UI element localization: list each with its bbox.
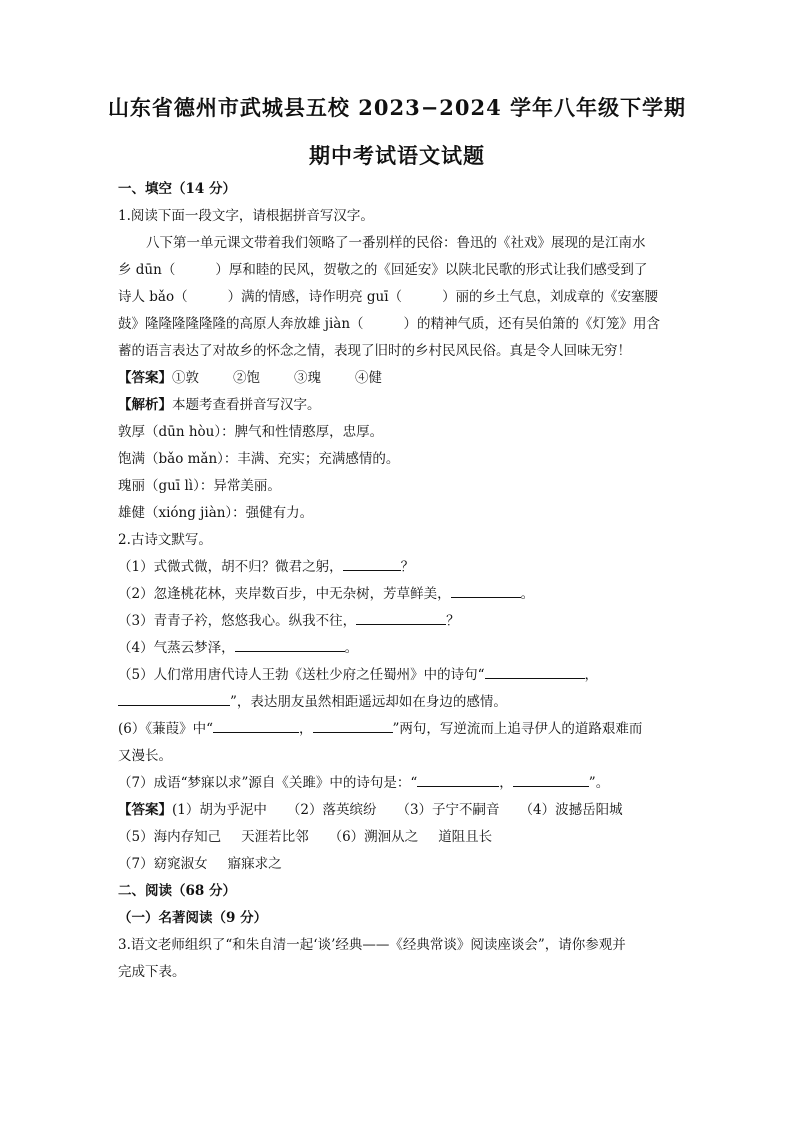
document-body — [118, 176, 678, 986]
subsection-heading: （一）名著阅读（9 分） — [118, 910, 268, 926]
q2-item-3: （3）青青子衿，悠悠我心。纵我不往， ？ — [118, 608, 678, 635]
q2-item-4: （4）气蒸云梦泽， 。 — [118, 635, 678, 662]
question-3-line: 3.语文老师组织了“和朱自清一起‘谈’经典——《经典常谈》阅读座谈会”，请你参观并 — [118, 937, 626, 953]
q2-item-5: （5）人们常用唐代诗人王勃《送杜少府之任蜀州》中的诗句“ ， — [118, 662, 678, 689]
section-heading-1: 一、填空（14 分） — [118, 181, 236, 197]
q1-passage-line: 鼓》隆隆隆隆隆隆的高原人奔放雄 jiàn（ ）的精神气质，还有吴伯箫的《灯笼》用含 — [118, 316, 661, 332]
q2-answer-line-1: 【答案】(1）胡为乎泥中 （2）落英缤纷 （3）子宁不嗣音 （4）波撼岳阳城 — [118, 802, 623, 818]
q1-analysis: 【解析】本题考查看拼音写汉字。 — [118, 397, 321, 413]
title-line-1: 山东省德州市武城县五校 2023−2024 学年八年级下学期 — [107, 95, 687, 120]
q1-note: 雄健（xióng jiàn）：强健有力。 — [118, 505, 314, 521]
q1-passage-line: 蓄的语言表达了对故乡的怀念之情，表现了旧时的乡村民风民俗。真是令人回味无穷！ — [118, 343, 631, 359]
q2-item-5-cont: ”，表达朋友虽然相距遥远却如在身边的感情。 — [118, 689, 678, 716]
q2-answer-line-3: （7）窈窕淑女 寤寐求之 — [118, 856, 282, 872]
title-line-2: 期中考试语文试题 — [309, 143, 485, 168]
q1-passage-line: 乡 dūn（ ）厚和睦的民风，贺敬之的《回延安》以陕北民歌的形式让我们感受到了 — [118, 262, 648, 278]
question-3-line: 完成下表。 — [118, 964, 186, 980]
q1-answer: 【答案】①敦 ②饱 ③瑰 ④健 — [118, 370, 382, 386]
q2-item-7: （7）成语“梦寐以求”源自《关雎》中的诗句是：“ ， ”。 — [118, 770, 678, 797]
q1-note: 饱满（bǎo mǎn）：丰满、充实；充满感情的。 — [118, 451, 400, 467]
question-2-stem: 2.古诗文默写。 — [118, 532, 212, 548]
q2-answer-line-2: （5）海内存知己 天涯若比邻 （6）溯洄从之 道阻且长 — [118, 829, 493, 845]
q1-passage-line: 诗人 bǎo（ ）满的情感，诗作明亮 guī（ ）丽的乡土气息，刘成章的《安塞腰 — [118, 289, 659, 305]
question-1-stem: 1.阅读下面一段文字，请根据拼音写汉字。 — [118, 208, 374, 224]
q1-note: 敦厚（dūn hòu）：脾气和性情憨厚，忠厚。 — [118, 424, 384, 440]
q2-item-6: (6）《蒹葭》中“ ， ”两句，写逆流而上追寻伊人的道路艰难而 — [118, 716, 678, 743]
q2-item-6-cont: 又漫长。 — [118, 748, 172, 764]
q1-passage-line: 八下第一单元课文带着我们领略了一番别样的民俗：鲁迅的《社戏》展现的是江南水 — [146, 235, 646, 251]
q2-item-2: （2）忽逢桃花林，夹岸数百步，中无杂树，芳草鲜美， 。 — [118, 581, 678, 608]
section-heading-2: 二、阅读（68 分） — [118, 883, 236, 899]
q2-item-1: （1）式微式微，胡不归？微君之躬， ？ — [118, 554, 678, 581]
q1-note: 瑰丽（guī lì）：异常美丽。 — [118, 478, 281, 494]
